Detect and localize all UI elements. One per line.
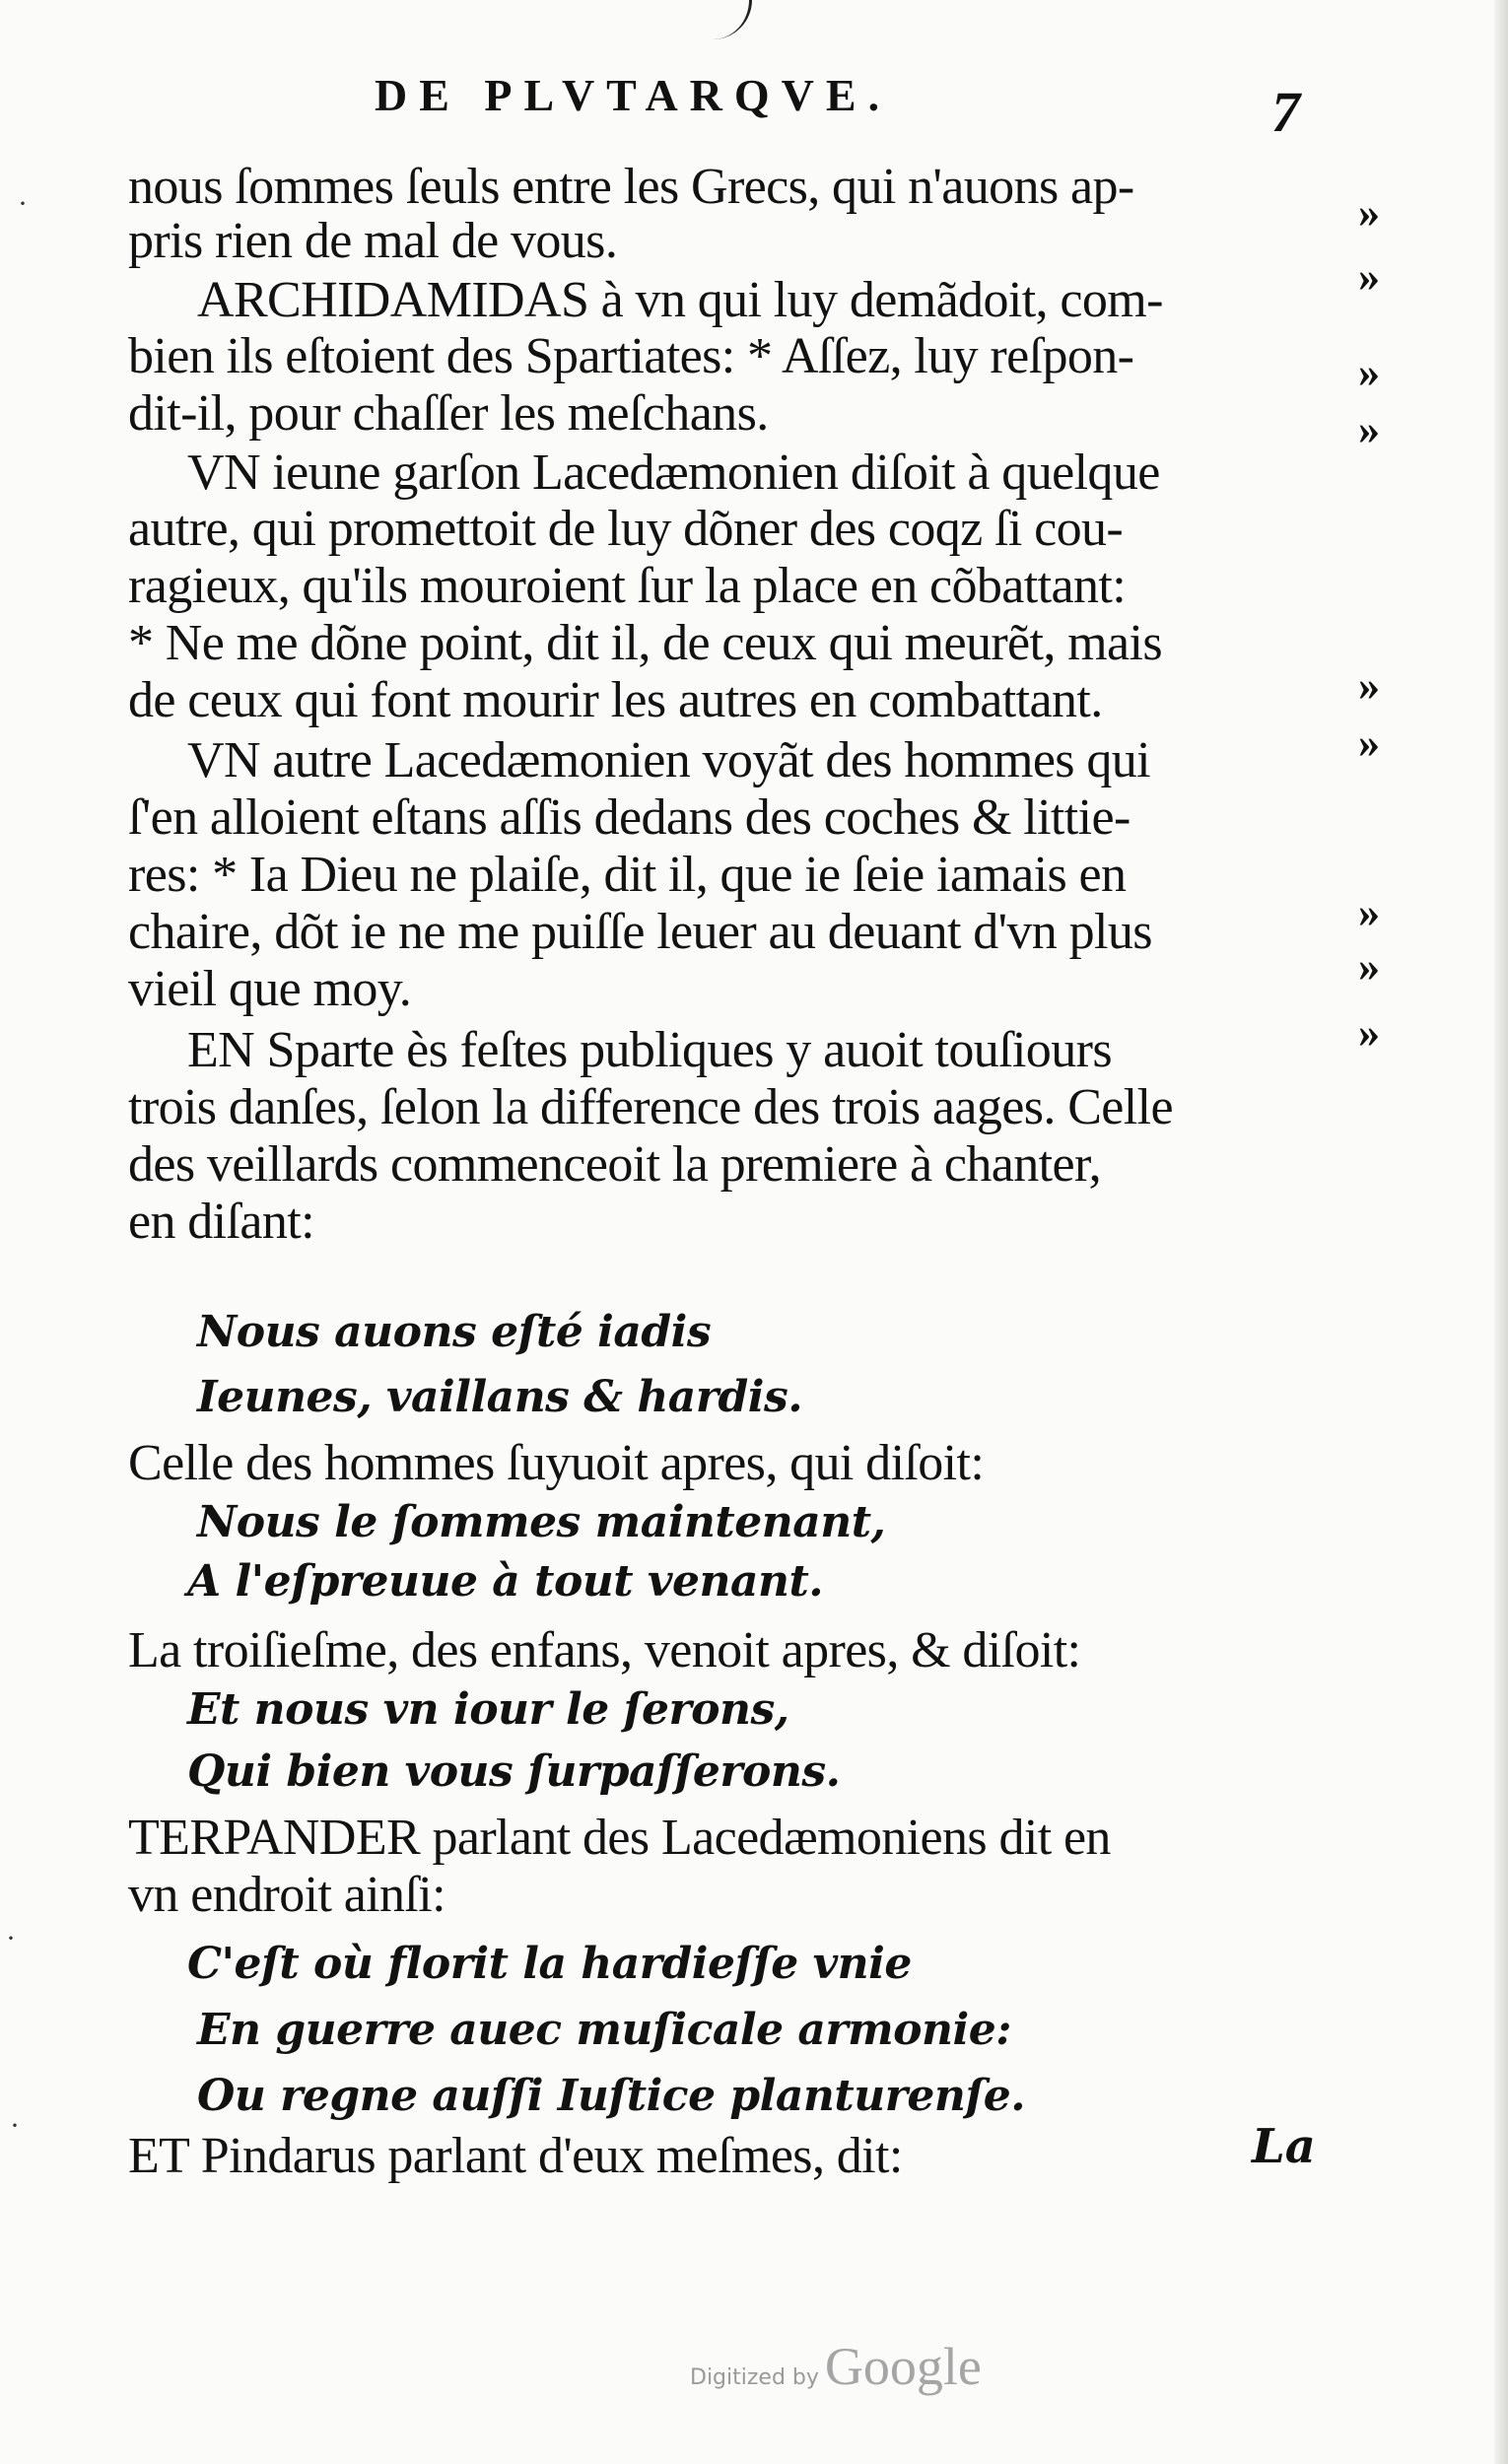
google-logo: Google [824, 2337, 982, 2396]
margin-quote-mark: » [1358, 405, 1376, 453]
text-line: autre, qui promettoit de luy dõner des coqz ſi cou- [128, 501, 1124, 557]
text-line: ſ'en alloient eſtans aſſis dedans des coches & littie- [128, 789, 1131, 846]
margin-quote-mark: » [1358, 719, 1376, 767]
text-line: vn endroit ainſi: [128, 1867, 446, 1923]
text-line: VN autre Lacedæmonien voyãt des hommes qui [187, 732, 1150, 788]
verse-line: A l'eſpreuue à tout venant. [187, 1556, 824, 1607]
verse-line: En guerre auec muſicale armonie: [197, 2005, 1011, 2055]
running-head: DE PLVTARQVE. [375, 70, 892, 120]
text-line: TERPANDER parlant des Lacedæmoniens dit en [128, 1810, 1111, 1866]
text-line: des veillards commenceoit la premiere à chanter, [128, 1136, 1101, 1193]
page-edge-right [1494, 0, 1508, 2464]
verse-line: C'eſt où florit la hardieſſe vnie [187, 1939, 912, 1989]
margin-quote-mark: » [1358, 661, 1376, 710]
verse-line: Nous auons eſté iadis [197, 1307, 712, 1357]
text-line: res: * Ia Dieu ne plaiſe, dit il, que ie ſeie iamais en [128, 847, 1127, 903]
text-line: de ceux qui font mourir les autres en combattant. [128, 672, 1103, 728]
ink-speck: · [10, 2109, 20, 2142]
digitization-watermark [690, 2336, 982, 2397]
text-line: EN Sparte ès feſtes publiques y auoit touſiours [187, 1022, 1112, 1078]
verse-line: Et nous vn iour le ſerons, [187, 1684, 789, 1735]
text-line: en diſant: [128, 1194, 314, 1250]
margin-quote-mark: » [1358, 888, 1376, 936]
text-line: * Ne me dõne point, dit il, de ceux qui meurẽt, mais [128, 615, 1162, 671]
page-edge-shadow [631, 0, 752, 39]
text-line: chaire, dõt ie ne me puiſſe leuer au deuant d'vn plus [128, 904, 1152, 960]
text-line: ET Pindarus parlant d'eux meſmes, dit: [128, 2128, 903, 2184]
text-line: trois danſes, ſelon la difference des trois aages. Celle [128, 1079, 1173, 1135]
verse-line: Ieunes, vaillans & hardis. [197, 1372, 803, 1422]
margin-quote-mark: » [1358, 1008, 1376, 1057]
text-line: vieil que moy. [128, 961, 412, 1017]
text-line: VN ieune garſon Lacedæmonien diſoit à quelque [187, 445, 1160, 501]
verse-line: Ou regne auſſi Iuſtice planturenſe. [197, 2071, 1026, 2121]
verse-line: Qui bien vous ſurpaſſerons. [187, 1746, 841, 1797]
text-line: ARCHIDAMIDAS à vn qui luy demãdoit, com- [197, 272, 1163, 328]
text-line: dit-il, pour chaſſer les meſchans. [128, 385, 769, 442]
catchword: La [1252, 2119, 1316, 2174]
text-line: Celle des hommes ſuyuoit apres, qui diſoit: [128, 1435, 985, 1491]
text-line: bien ils eſtoient des Spartiates: * Aſſez, luy reſpon- [128, 328, 1134, 384]
watermark-prefix: Digitized by [690, 2365, 819, 2390]
page-number: 7 [1271, 80, 1300, 144]
ink-speck: · [6, 1922, 16, 1954]
margin-quote-mark: » [1358, 252, 1376, 301]
verse-line: Nous le ſommes maintenant, [197, 1497, 886, 1547]
text-line: ragieux, qu'ils mouroient ſur la place en cõbattant: [128, 558, 1127, 614]
ink-speck: · [18, 187, 28, 220]
margin-quote-mark: » [1358, 942, 1376, 991]
margin-quote-mark: » [1358, 348, 1376, 396]
text-line: La troiſieſme, des enfans, venoit apres, & diſoit: [128, 1622, 1081, 1678]
margin-quote-mark: » [1358, 188, 1376, 237]
text-line: nous ſommes ſeuls entre les Grecs, qui n'auons ap- [128, 159, 1134, 215]
text-line: pris rien de mal de vous. [128, 213, 618, 269]
